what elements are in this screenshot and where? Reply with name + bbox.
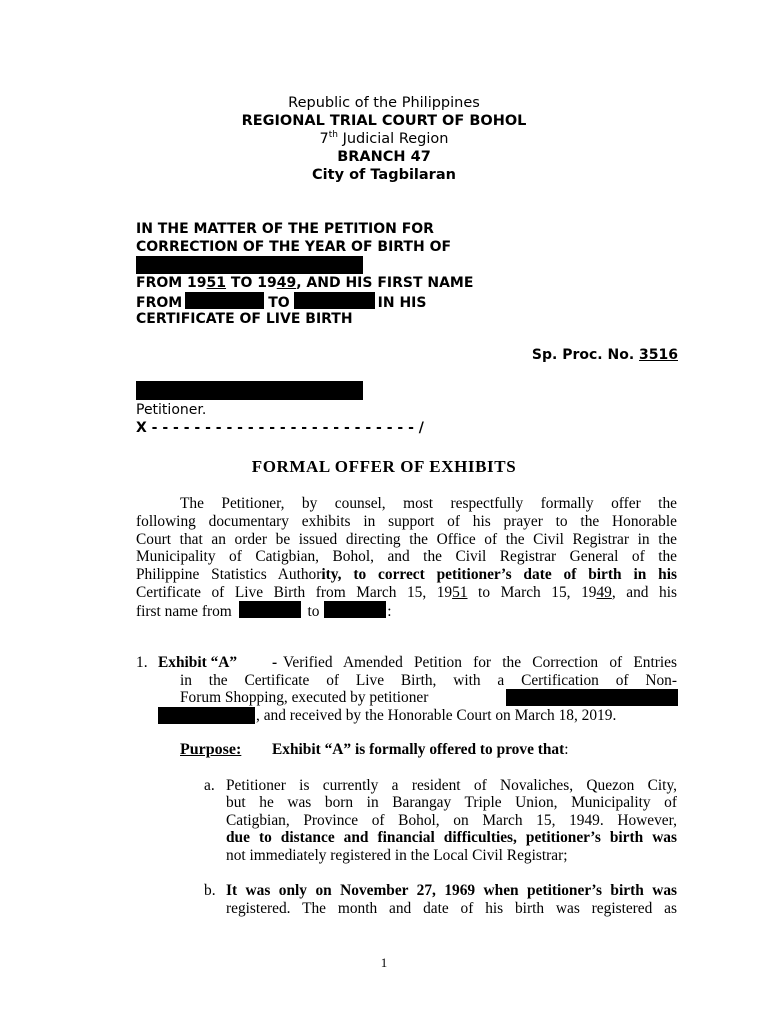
exhibit-line-4: , and received by the Honorable Court on March 18, 2019. [256,707,617,724]
redaction-intro-old-name [239,601,301,618]
exhibit-line-2: in the Certificate of Live Birth, with a Certification of Non- [180,672,677,689]
purpose-text: Exhibit “A” is formally offered to prove that: [272,741,569,758]
item-a-line-4: due to distance and financial difficulties, petitioner’s birth was [226,829,677,846]
purpose-label: Purpose: [180,741,242,758]
exhibit-line-1: Verified Amended Petition for the Correction of Entries [283,654,677,671]
caption-line-5: FROM TO IN HIS [136,292,426,312]
item-a-marker: a. [204,777,215,794]
intro-line-5: Philippine Statistics Authority, to correct petitioner’s date of birth in his [136,566,677,583]
item-a-line-1: Petitioner is currently a resident of Novaliches, Quezon City, [226,777,677,794]
exhibit-number: 1. [136,654,148,671]
page-number: 1 [380,955,388,970]
item-a-line-5: not immediately registered in the Local Civil Registrar; [226,847,568,864]
header-branch: BRANCH 47 [337,149,431,165]
item-a-line-2: but he was born in Barangay Triple Union, Municipality of [226,794,677,811]
redaction-petitioner-name [136,256,363,274]
party-role: Petitioner. [136,402,207,418]
item-b-line-2: registered. The month and date of his birth was registered as [226,900,677,917]
redaction-intro-new-name [324,601,386,618]
exhibit-label: Exhibit “A” [158,654,238,671]
redaction-exhibit-name-b [158,707,255,724]
redaction-petitioner-party [136,381,363,400]
caption-line-6: CERTIFICATE OF LIVE BIRTH [136,311,353,327]
header-region: 7th Judicial Region [319,130,449,147]
intro-line-7: first name from to : [136,603,392,620]
item-b-line-1: It was only on November 27, 1969 when petitioner’s birth was [226,882,677,899]
intro-line-6: Certificate of Live Birth from March 15, 1951 to March 15, 1949, and his [136,584,677,601]
header-court: REGIONAL TRIAL COURT OF BOHOL [241,113,527,129]
header-republic: Republic of the Philippines [288,95,480,111]
exhibit-dash: - [272,654,278,671]
redaction-exhibit-name-a [506,689,678,706]
header-city: City of Tagbilaran [312,167,456,183]
intro-line-2: following documentary exhibits in support of his prayer to the Honorable [136,513,677,530]
caption-line-4: FROM 1951 TO 1949, AND HIS FIRST NAME [136,275,474,291]
item-b-marker: b. [204,882,216,899]
intro-line-4: Municipality of Catigbian, Bohol, and the Civil Registrar General of the [136,548,677,565]
redaction-old-first-name [185,292,264,309]
redaction-new-first-name [294,292,375,309]
caption-line-2: CORRECTION OF THE YEAR OF BIRTH OF [136,239,452,255]
exhibit-line-3: Forum Shopping, executed by petitioner [180,689,429,706]
case-number: Sp. Proc. No. 3516 [531,347,678,363]
caption-separator: X - - - - - - - - - - - - - - - - - - - - - - - - - / [136,420,424,436]
intro-line-3: Court that an order be issued directing the Office of the Civil Registrar in the [136,531,677,548]
item-a-line-3: Catigbian, Province of Bohol, on March 15, 1949. However, [226,812,677,829]
intro-line-1: The Petitioner, by counsel, most respectfully formally offer the [180,495,677,512]
caption-line-1: IN THE MATTER OF THE PETITION FOR [136,221,434,237]
document-title: FORMAL OFFER OF EXHIBITS [251,457,517,476]
